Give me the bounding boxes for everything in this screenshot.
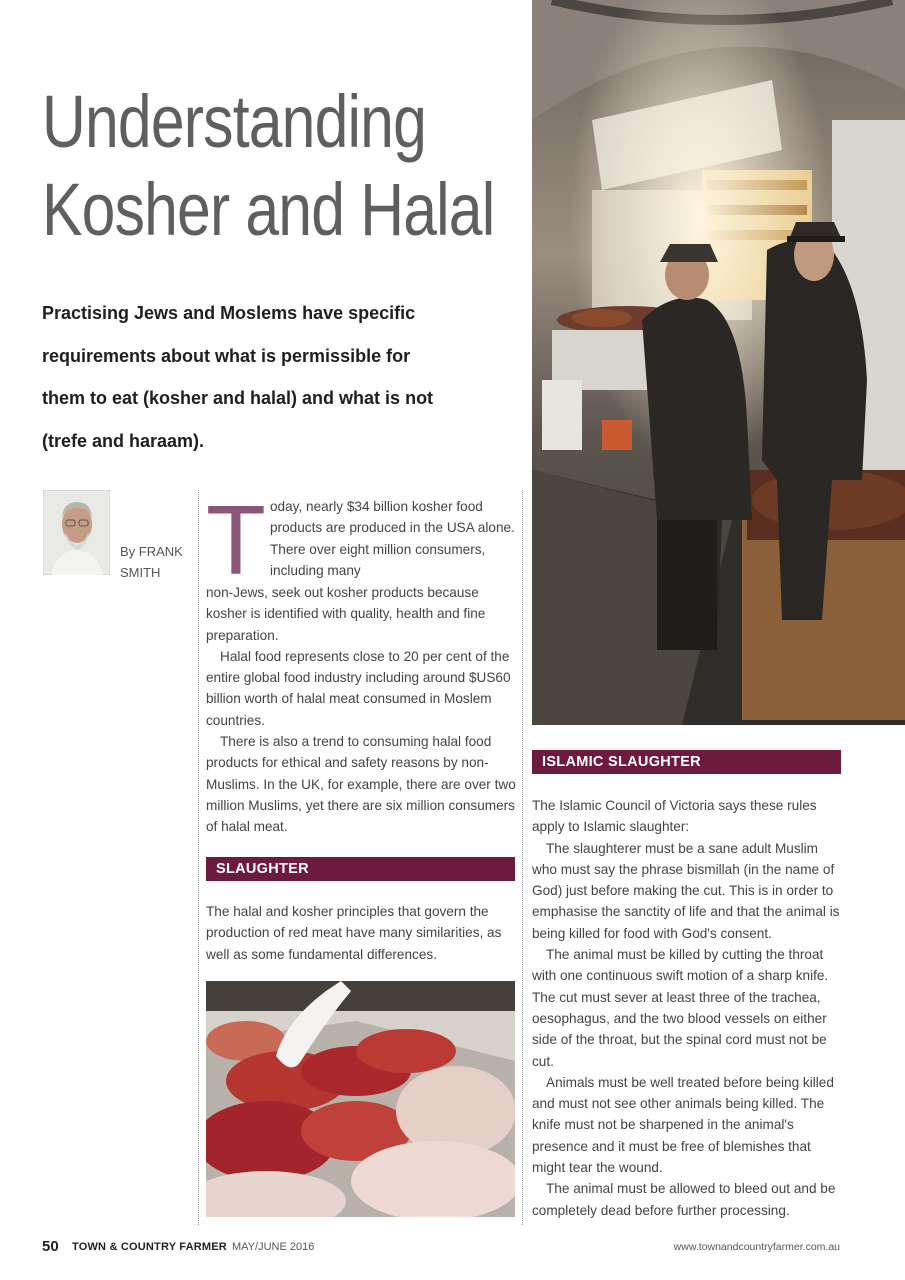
column-divider-right [522, 490, 523, 1225]
author-photo [43, 490, 110, 575]
paragraph: The halal and kosher principles that govern the production of red meat have many similarities, as well as some fundamental differences. [206, 904, 502, 962]
paragraph: The animal must be allowed to bleed out and be completely dead before further processing. [532, 1181, 836, 1218]
islamic-slaughter-heading: ISLAMIC SLAUGHTER [532, 750, 841, 774]
paragraph: There is also a trend to consuming halal food products for ethical and safety reasons by non-Muslims. In the UK, for example, there are over two million Muslims, yet there are six million consumers of halal meat. [206, 734, 516, 835]
column-divider [198, 490, 199, 1225]
paragraph: Halal food represents close to 20 per cent of the entire global food industry including around $US60 billion worth of halal meat consumed in Moslem countries. [206, 648, 511, 728]
magazine-name: TOWN & COUNTRY FARMER [72, 1241, 227, 1253]
title-line-1: Understanding [42, 80, 427, 163]
standfirst-line-1: Practising Jews and Moslems have specific [42, 303, 416, 323]
paragraph-intro-cont: non-Jews, seek out kosher products because kosher is identified with quality, health and fine preparation. [206, 585, 486, 643]
byline [120, 541, 200, 583]
drop-cap: T [206, 485, 266, 595]
title-line-2: Kosher and Halal [42, 168, 495, 251]
paragraph: The Islamic Council of Victoria says these rules apply to Islamic slaughter: [532, 798, 817, 835]
standfirst-line-3: them to eat (kosher and halal) and what is not [42, 388, 434, 408]
website-url[interactable]: www.townandcountryfarmer.com.au [673, 1241, 840, 1253]
paragraph: The animal must be killed by cutting the throat with one continuous swift motion of a sharp knife. The cut must sever at least three of the trachea, oesophagus, and the two blood vessels on either side of the throat, but the spinal cord must not be cut. [532, 947, 829, 1069]
paragraph: Animals must be well treated before being killed and must not see other animals being killed. The knife must not be sharpened in the animal's presence and it must be free of blemishes that might tear the wound. [532, 1074, 834, 1176]
byline-line-1: By FRANK [120, 544, 183, 559]
islamic-slaughter-text [532, 795, 844, 1221]
paragraph-intro: oday, nearly $34 billion kosher food products are produced in the USA alone. There over eight million consumers, including many [270, 499, 515, 578]
standfirst [42, 292, 502, 462]
byline-line-2: SMITH [120, 565, 161, 580]
standfirst-line-4: (trefe and haraam). [42, 430, 205, 451]
issue-date: MAY/JUNE 2016 [232, 1241, 315, 1253]
market-photo [532, 0, 905, 725]
meat-photo [206, 981, 515, 1217]
page-number: 50 [42, 1238, 59, 1255]
slaughter-heading: SLAUGHTER [206, 857, 515, 881]
standfirst-line-2: requirements about what is permissible for [42, 345, 411, 366]
paragraph: The slaughterer must be a sane adult Muslim who must say the phrase bismillah (in the name of God) just before making the cut. This is in order to emphasise the sanctity of life and that the animal is being killed for food with God's consent. [532, 840, 840, 941]
body-column [206, 485, 516, 838]
article-title [42, 78, 512, 254]
slaughter-text [206, 901, 518, 965]
